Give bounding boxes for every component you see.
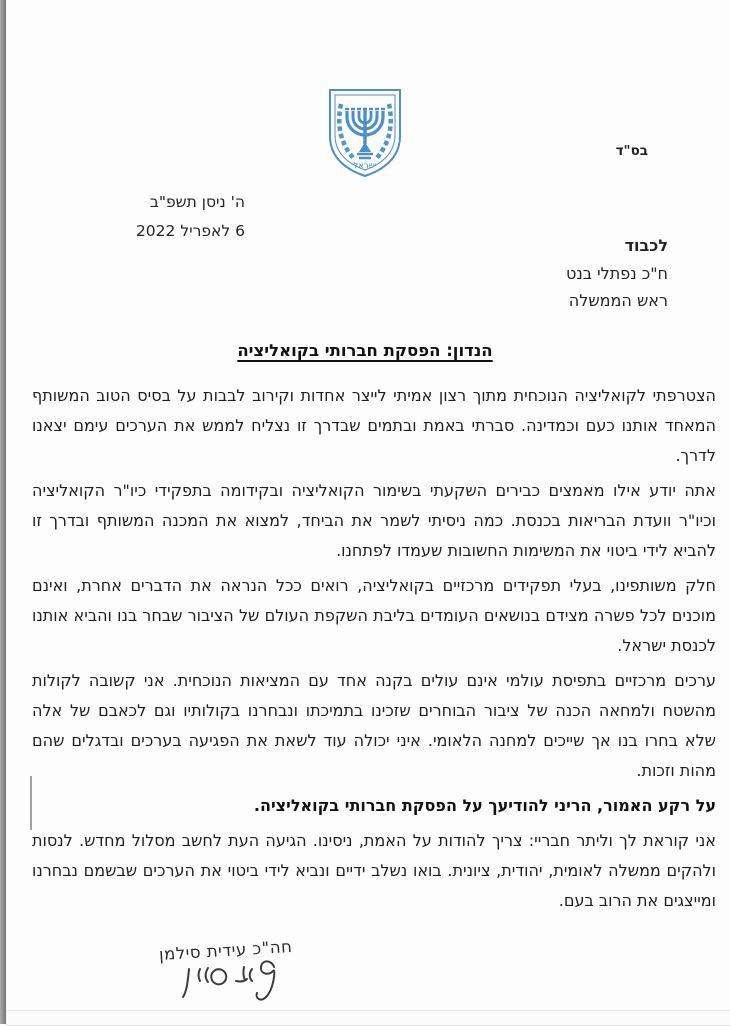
scan-page-edge [0, 0, 6, 1024]
paragraph-1: הצטרפתי לקואליציה הנוכחית מתוך רצון אמיתי לייצר אחדות וקירוב לבבות על בסיס הטוב המשותף המאחד אותנו כעם וכמדינה. סברתי באמת ובתמים שבדרך זו נצליח לממש את הערכים עימם יצאנו לדרך. [32, 386, 716, 465]
recipient-block [566, 232, 668, 315]
bold-statement: על רקע האמור, הריני להודיעך על הפסקת חברותי בקואליציה. [253, 796, 716, 815]
paragraph-3: חלק משותפינו, בעלי תפקידים מרכזיים בקואליציה, רואים ככל הנראה את הדברים אחרת, ואינם מוכנים לכל פשרה מצידם בנושאים העומדים בליבת השקפת העולם של הציבור שבחר בנו והביא אותנו לכנסת ישראל. [32, 576, 716, 655]
date-hebrew: ה' ניסן תשפ"ב [149, 193, 245, 211]
emblem-label: ישראל [353, 161, 377, 171]
closing-paragraph: אני קוראת לך וליתר חבריי: צריך להודות על האמת, ניסינו. הגיעה העת לחשב מסלול מחדש. לנסות ולהקים ממשלה לאומית, יהודית, ציונית. בואו נשלב ידיים ונביא לידי ביטוי את הערכים שבשמם נבחרנו ומייצגים את הרוב בעם. [32, 831, 716, 910]
paragraph-2: אתה יודע אילו מאמצים כבירים השקעתי בשימור הקואליציה ובקידומה בתפקידי כיו"ר הקואליציה וכיו"ר וועדת הבריאות בכנסת. כמה ניסיתי לשמר את הביחד, למצוא את המכנה המשותף ובדרך זו להביא לידי ביטוי את המשימות החשובות שעמדו לפתחנו. [32, 481, 716, 560]
signature-block [92, 936, 292, 1010]
date-gregorian: 6 לאפריל 2022 [135, 222, 245, 240]
recipient-salutation: לכבוד [624, 236, 668, 255]
letter-body [32, 381, 716, 1010]
paragraph-4: ערכים מרכזיים בתפיסת עולמי אינם עולים בקנה אחד עם המציאות הנוכחית. אני קשובה לקולות מהשטח ולמחאה הכנה של ציבור הבוחרים שזכינו בתמיכתו ונבחרנו בקולותיו וגם לכאבם של אלה שלא בחרו בנו אך שייכים למחנה הלאומי. איני יכולה עוד לשאת את הפגיעה בערכים ובדגלים שהם מהות וזכות. [32, 671, 716, 780]
subject-line [0, 341, 730, 360]
israel-state-emblem-icon [318, 84, 412, 181]
bsd-header: בס"ד [615, 143, 648, 159]
recipient-name: ח"כ נפתלי בנט [565, 263, 668, 283]
recipient-title: ראש הממשלה [568, 291, 668, 310]
signature-name: חה"כ עידית סילמן [158, 936, 293, 965]
date-block [136, 188, 245, 246]
subject-text: הנדון: הפסקת חברותי בקואליציה [237, 341, 493, 360]
handwritten-signature-icon [116, 957, 286, 1001]
